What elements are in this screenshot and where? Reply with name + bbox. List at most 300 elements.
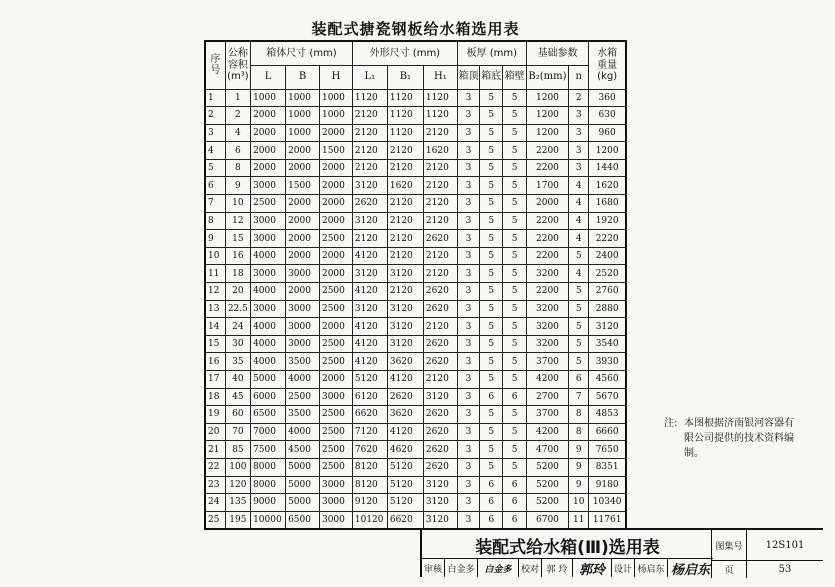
cell-wall: 5 <box>503 353 526 371</box>
cell-weight: 2400 <box>589 247 626 265</box>
table-row <box>205 353 626 371</box>
cell-b: 3500 <box>286 353 320 371</box>
cell-b1: 2620 <box>387 388 423 406</box>
cell-top: 3 <box>457 388 479 406</box>
cell-h1: 1120 <box>423 107 457 125</box>
header-weight-unit: (kg) <box>597 71 618 82</box>
cell-top: 3 <box>457 283 479 301</box>
page-number: 53 <box>778 564 792 575</box>
cell-b: 2000 <box>286 212 320 230</box>
header-sub-h: H <box>319 65 352 89</box>
cell-b2: 2200 <box>526 283 568 301</box>
cell-b1: 3120 <box>387 300 423 318</box>
cell-l1: 2620 <box>352 195 387 213</box>
header-outer-size: 外形尺寸 (mm) <box>352 41 457 65</box>
reviewer-name: 白金多 <box>445 559 478 577</box>
cell-b: 2000 <box>286 247 320 265</box>
cell-n: 5 <box>569 283 589 301</box>
table-row <box>205 476 626 494</box>
cell-top: 3 <box>457 124 479 142</box>
header-box-size: 箱体尺寸 (mm) <box>251 41 353 65</box>
cell-wall: 5 <box>503 124 526 142</box>
cell-h1: 2120 <box>423 212 457 230</box>
page-label: 页 <box>724 566 734 576</box>
cell-b: 1000 <box>286 124 320 142</box>
cell-h: 2500 <box>319 335 352 353</box>
cell-wall: 5 <box>503 159 526 177</box>
table-row <box>205 177 626 195</box>
cell-b: 6500 <box>286 511 320 529</box>
cell-bottom: 6 <box>480 494 503 512</box>
cell-capacity: 6 <box>225 142 250 160</box>
cell-b2: 3200 <box>526 335 568 353</box>
cell-h: 1000 <box>319 107 352 125</box>
cell-h: 3000 <box>319 494 352 512</box>
cell-l1: 7120 <box>352 423 387 441</box>
cell-weight: 9180 <box>589 476 626 494</box>
cell-h: 2500 <box>319 283 352 301</box>
cell-weight: 1200 <box>589 142 626 160</box>
cell-b: 2500 <box>286 388 320 406</box>
cell-h1: 2620 <box>423 283 457 301</box>
cell-l1: 10120 <box>352 511 387 529</box>
cell-weight: 10340 <box>589 494 626 512</box>
table-row <box>205 142 626 160</box>
cell-top: 3 <box>457 423 479 441</box>
cell-h: 2500 <box>319 458 352 476</box>
cell-b2: 4200 <box>526 371 568 389</box>
cell-h1: 2620 <box>423 353 457 371</box>
table-row <box>205 423 626 441</box>
cell-wall: 5 <box>503 300 526 318</box>
cell-capacity: 22.5 <box>225 300 250 318</box>
atlas-label: 图集号 <box>715 541 743 552</box>
cell-b1: 3120 <box>387 265 423 283</box>
cell-l: 4000 <box>251 318 286 336</box>
cell-b2: 3200 <box>526 318 568 336</box>
cell-capacity: 24 <box>225 318 250 336</box>
cell-seq: 2 <box>205 107 225 125</box>
cell-b2: 3200 <box>526 300 568 318</box>
cell-bottom: 5 <box>480 107 503 125</box>
cell-h1: 2120 <box>423 177 457 195</box>
cell-n: 3 <box>569 124 589 142</box>
cell-seq: 16 <box>205 353 225 371</box>
cell-b: 2000 <box>286 159 320 177</box>
cell-h: 2500 <box>319 441 352 459</box>
cell-b2: 5200 <box>526 458 568 476</box>
cell-top: 3 <box>457 318 479 336</box>
cell-l1: 6120 <box>352 388 387 406</box>
cell-wall: 5 <box>503 107 526 125</box>
cell-h1: 2120 <box>423 195 457 213</box>
header-sub-b1: B₁ <box>387 65 423 89</box>
cell-bottom: 5 <box>480 458 503 476</box>
header-sub-l1: L₁ <box>352 65 387 89</box>
cell-h: 2000 <box>319 265 352 283</box>
check-label: 校对 <box>519 559 542 577</box>
cell-capacity: 135 <box>225 494 250 512</box>
cell-b1: 4620 <box>387 441 423 459</box>
cell-capacity: 20 <box>225 283 250 301</box>
cell-b1: 1120 <box>387 124 423 142</box>
cell-n: 9 <box>569 441 589 459</box>
cell-capacity: 195 <box>225 511 250 529</box>
cell-wall: 5 <box>503 89 526 107</box>
cell-top: 3 <box>457 265 479 283</box>
cell-seq: 23 <box>205 476 225 494</box>
cell-h1: 1620 <box>423 142 457 160</box>
cell-l: 3000 <box>251 300 286 318</box>
drawing-title: 装配式给水箱(Ⅲ)选用表 <box>420 528 713 560</box>
cell-l1: 4120 <box>352 318 387 336</box>
cell-h: 2500 <box>319 300 352 318</box>
cell-b: 2000 <box>286 195 320 213</box>
cell-h: 3000 <box>319 476 352 494</box>
cell-h1: 2620 <box>423 423 457 441</box>
cell-weight: 3120 <box>589 318 626 336</box>
cell-h: 1000 <box>319 89 352 107</box>
table-row <box>205 458 626 476</box>
cell-l1: 9120 <box>352 494 387 512</box>
cell-h: 2000 <box>319 212 352 230</box>
cell-wall: 5 <box>503 335 526 353</box>
cell-b1: 2120 <box>387 159 423 177</box>
cell-h1: 2620 <box>423 458 457 476</box>
cell-b1: 4120 <box>387 371 423 389</box>
cell-b1: 2120 <box>387 195 423 213</box>
cell-top: 3 <box>457 159 479 177</box>
cell-top: 3 <box>457 406 479 424</box>
cell-capacity: 100 <box>225 458 250 476</box>
cell-capacity: 45 <box>225 388 250 406</box>
header-plate: 板厚 (mm) <box>457 41 526 65</box>
cell-n: 2 <box>569 89 589 107</box>
cell-seq: 19 <box>205 406 225 424</box>
cell-h: 2500 <box>319 230 352 248</box>
cell-wall: 5 <box>503 318 526 336</box>
cell-wall: 5 <box>503 247 526 265</box>
cell-seq: 1 <box>205 89 225 107</box>
cell-h1: 3120 <box>423 476 457 494</box>
header-weight <box>589 41 626 89</box>
table-row <box>205 195 626 213</box>
cell-bottom: 6 <box>480 511 503 529</box>
designer-signature: 杨启东 <box>670 562 710 578</box>
cell-bottom: 5 <box>480 195 503 213</box>
cell-seq: 8 <box>205 212 225 230</box>
cell-weight: 3930 <box>589 353 626 371</box>
table-row <box>205 441 626 459</box>
cell-h1: 2120 <box>423 124 457 142</box>
cell-seq: 13 <box>205 300 225 318</box>
note-text: 本图根据济南银河容器有限公司提供的技术资料编制。 <box>684 418 794 459</box>
cell-wall: 6 <box>503 476 526 494</box>
cell-bottom: 5 <box>480 177 503 195</box>
cell-l: 8000 <box>251 458 286 476</box>
header-capacity-label: 公称容积 <box>227 48 248 71</box>
cell-l1: 4120 <box>352 335 387 353</box>
cell-h1: 2620 <box>423 406 457 424</box>
cell-wall: 5 <box>503 265 526 283</box>
selection-table <box>204 40 627 530</box>
cell-b1: 3620 <box>387 406 423 424</box>
cell-l: 4000 <box>251 247 286 265</box>
cell-b2: 2200 <box>526 159 568 177</box>
cell-seq: 9 <box>205 230 225 248</box>
cell-bottom: 5 <box>480 212 503 230</box>
cell-capacity: 60 <box>225 406 250 424</box>
cell-n: 8 <box>569 423 589 441</box>
cell-h1: 2120 <box>423 265 457 283</box>
header-weight-label: 水箱重量 <box>597 48 618 71</box>
cell-n: 3 <box>569 107 589 125</box>
cell-weight: 960 <box>589 124 626 142</box>
cell-n: 5 <box>569 335 589 353</box>
cell-b2: 5200 <box>526 494 568 512</box>
cell-l1: 2120 <box>352 142 387 160</box>
cell-wall: 5 <box>503 458 526 476</box>
cell-bottom: 5 <box>480 159 503 177</box>
cell-n: 6 <box>569 371 589 389</box>
cell-n: 5 <box>569 353 589 371</box>
cell-bottom: 5 <box>480 230 503 248</box>
cell-b1: 5120 <box>387 494 423 512</box>
cell-bottom: 5 <box>480 283 503 301</box>
header-sub-l: L <box>251 65 286 89</box>
note-label: 注: <box>664 418 678 429</box>
cell-h1: 3120 <box>423 388 457 406</box>
header-capacity-unit: (m³) <box>227 71 249 82</box>
cell-top: 3 <box>457 494 479 512</box>
cell-b2: 2200 <box>526 212 568 230</box>
cell-b: 4500 <box>286 441 320 459</box>
cell-seq: 10 <box>205 247 225 265</box>
cell-wall: 6 <box>503 511 526 529</box>
cell-b1: 3120 <box>387 318 423 336</box>
cell-l: 3000 <box>251 265 286 283</box>
cell-n: 9 <box>569 476 589 494</box>
table-row <box>205 107 626 125</box>
cell-b: 3000 <box>286 318 320 336</box>
cell-b: 3500 <box>286 406 320 424</box>
cell-capacity: 16 <box>225 247 250 265</box>
cell-l: 10000 <box>251 511 286 529</box>
cell-weight: 4560 <box>589 371 626 389</box>
table-row <box>205 300 626 318</box>
cell-capacity: 4 <box>225 124 250 142</box>
cell-l: 9000 <box>251 494 286 512</box>
cell-seq: 18 <box>205 388 225 406</box>
cell-n: 4 <box>569 230 589 248</box>
cell-l1: 7620 <box>352 441 387 459</box>
cell-l1: 6620 <box>352 406 387 424</box>
cell-l: 3000 <box>251 177 286 195</box>
cell-b2: 1200 <box>526 107 568 125</box>
cell-h1: 2120 <box>423 159 457 177</box>
cell-b1: 1620 <box>387 177 423 195</box>
checker-signature: 郭玲 <box>573 559 612 577</box>
cell-b1: 1120 <box>387 89 423 107</box>
header-sub-n: n <box>569 65 589 89</box>
cell-b1: 2120 <box>387 212 423 230</box>
cell-b2: 2200 <box>526 247 568 265</box>
cell-top: 3 <box>457 335 479 353</box>
cell-n: 5 <box>569 318 589 336</box>
cell-weight: 1620 <box>589 177 626 195</box>
review-label: 审核 <box>422 559 445 577</box>
cell-weight: 3540 <box>589 335 626 353</box>
header-base: 基础参数 <box>526 41 589 65</box>
cell-top: 3 <box>457 300 479 318</box>
cell-n: 8 <box>569 406 589 424</box>
cell-l: 8000 <box>251 476 286 494</box>
cell-n: 4 <box>569 265 589 283</box>
cell-weight: 2760 <box>589 283 626 301</box>
cell-wall: 5 <box>503 371 526 389</box>
cell-wall: 5 <box>503 195 526 213</box>
cell-l1: 3120 <box>352 300 387 318</box>
header-sub-b: B <box>286 65 320 89</box>
cell-bottom: 5 <box>480 441 503 459</box>
cell-h1: 3120 <box>423 494 457 512</box>
cell-bottom: 5 <box>480 371 503 389</box>
cell-top: 3 <box>457 371 479 389</box>
cell-l: 6000 <box>251 388 286 406</box>
table-row <box>205 318 626 336</box>
cell-top: 3 <box>457 195 479 213</box>
cell-b: 3000 <box>286 265 320 283</box>
cell-h: 3000 <box>319 511 352 529</box>
cell-l1: 2120 <box>352 159 387 177</box>
cell-seq: 14 <box>205 318 225 336</box>
cell-top: 3 <box>457 142 479 160</box>
cell-l: 4000 <box>251 353 286 371</box>
cell-seq: 7 <box>205 195 225 213</box>
cell-h1: 2620 <box>423 335 457 353</box>
cell-wall: 5 <box>503 406 526 424</box>
table-row <box>205 124 626 142</box>
cell-top: 3 <box>457 247 479 265</box>
cell-capacity: 2 <box>225 107 250 125</box>
cell-l: 6500 <box>251 406 286 424</box>
cell-l1: 2120 <box>352 107 387 125</box>
cell-b1: 5120 <box>387 458 423 476</box>
cell-l: 7000 <box>251 423 286 441</box>
cell-capacity: 10 <box>225 195 250 213</box>
table-row <box>205 371 626 389</box>
header-sub-top: 箱顶 <box>457 65 479 89</box>
cell-l: 2000 <box>251 124 286 142</box>
cell-bottom: 5 <box>480 89 503 107</box>
table-title: 装配式搪瓷钢板给水箱选用表 <box>311 20 520 38</box>
cell-h: 2000 <box>319 177 352 195</box>
cell-capacity: 120 <box>225 476 250 494</box>
cell-b1: 5120 <box>387 476 423 494</box>
cell-b1: 6620 <box>387 511 423 529</box>
cell-seq: 21 <box>205 441 225 459</box>
cell-h: 2500 <box>319 406 352 424</box>
cell-l: 4000 <box>251 335 286 353</box>
cell-wall: 5 <box>503 283 526 301</box>
cell-b: 2000 <box>286 230 320 248</box>
cell-wall: 6 <box>503 494 526 512</box>
cell-wall: 5 <box>503 423 526 441</box>
cell-l: 1000 <box>251 89 286 107</box>
cell-capacity: 9 <box>225 177 250 195</box>
cell-l1: 8120 <box>352 476 387 494</box>
cell-b2: 4700 <box>526 441 568 459</box>
cell-l1: 3120 <box>352 212 387 230</box>
cell-l1: 8120 <box>352 458 387 476</box>
cell-l1: 3120 <box>352 177 387 195</box>
cell-n: 4 <box>569 195 589 213</box>
cell-l: 5000 <box>251 371 286 389</box>
cell-bottom: 5 <box>480 353 503 371</box>
cell-b1: 2120 <box>387 247 423 265</box>
designer-name: 杨启东 <box>635 559 668 577</box>
cell-b1: 2120 <box>387 283 423 301</box>
cell-h: 2000 <box>319 195 352 213</box>
cell-seq: 3 <box>205 124 225 142</box>
cell-seq: 22 <box>205 458 225 476</box>
cell-b1: 3620 <box>387 353 423 371</box>
cell-capacity: 35 <box>225 353 250 371</box>
cell-b: 3000 <box>286 300 320 318</box>
cell-weight: 11761 <box>589 511 626 529</box>
table-row <box>205 230 626 248</box>
cell-capacity: 40 <box>225 371 250 389</box>
cell-l: 2000 <box>251 107 286 125</box>
table-row <box>205 388 626 406</box>
cell-bottom: 5 <box>480 423 503 441</box>
cell-bottom: 5 <box>480 335 503 353</box>
cell-b2: 3700 <box>526 353 568 371</box>
cell-seq: 25 <box>205 511 225 529</box>
header-capacity <box>225 41 250 89</box>
cell-l: 2000 <box>251 142 286 160</box>
cell-n: 5 <box>569 300 589 318</box>
cell-b: 5000 <box>286 476 320 494</box>
cell-top: 3 <box>457 511 479 529</box>
table-row <box>205 212 626 230</box>
cell-bottom: 5 <box>480 124 503 142</box>
cell-wall: 5 <box>503 142 526 160</box>
cell-top: 3 <box>457 212 479 230</box>
cell-b1: 2120 <box>387 230 423 248</box>
cell-seq: 6 <box>205 177 225 195</box>
cell-n: 5 <box>569 247 589 265</box>
cell-top: 3 <box>457 107 479 125</box>
cell-h: 1500 <box>319 142 352 160</box>
cell-b2: 5200 <box>526 476 568 494</box>
cell-l: 3000 <box>251 230 286 248</box>
cell-h: 2000 <box>319 371 352 389</box>
table-row <box>205 265 626 283</box>
cell-b2: 2000 <box>526 195 568 213</box>
cell-b: 4000 <box>286 371 320 389</box>
header-seq: 序号 <box>205 41 225 89</box>
cell-h1: 2120 <box>423 247 457 265</box>
cell-wall: 6 <box>503 388 526 406</box>
cell-l1: 2120 <box>352 124 387 142</box>
cell-wall: 5 <box>503 177 526 195</box>
cell-l: 2000 <box>251 159 286 177</box>
cell-bottom: 5 <box>480 406 503 424</box>
header-sub-bottom: 箱底 <box>480 65 503 89</box>
cell-l1: 5120 <box>352 371 387 389</box>
cell-n: 7 <box>569 388 589 406</box>
